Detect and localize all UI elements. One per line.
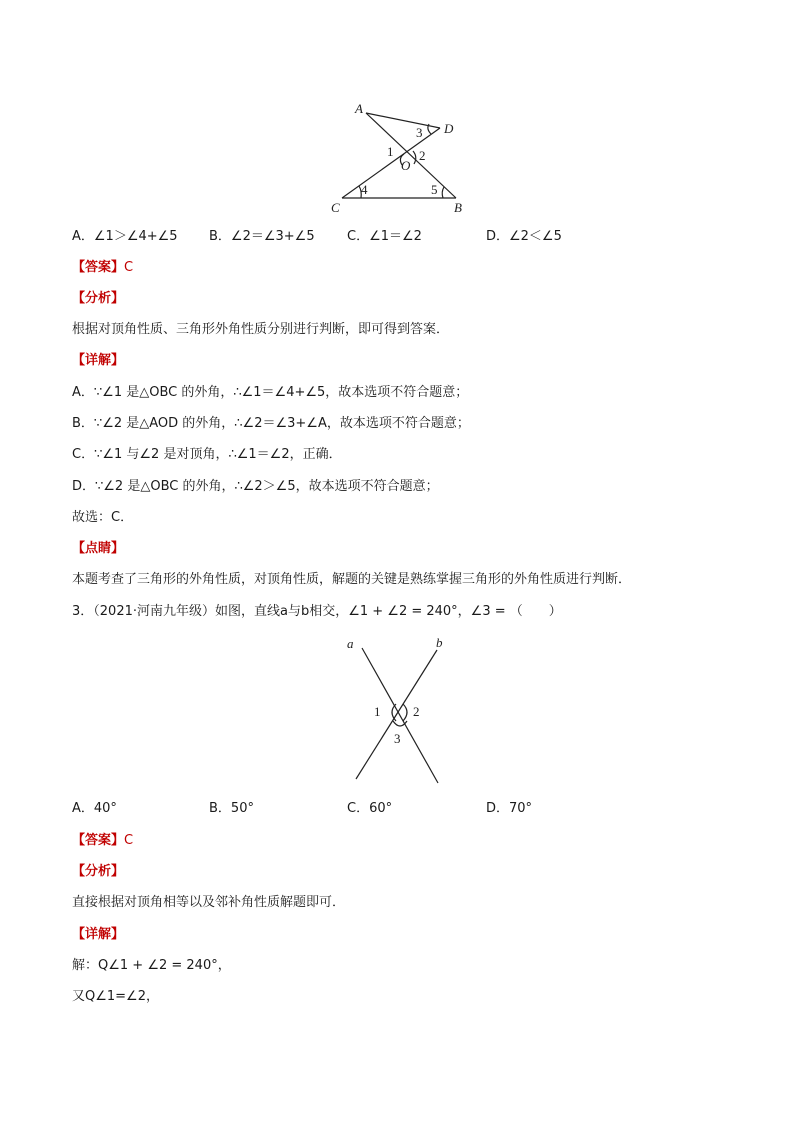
q2-analysis-tag: 【分析】 xyxy=(72,291,125,306)
q2-answer xyxy=(72,259,133,277)
q2-detail-tag: 【详解】 xyxy=(72,353,125,368)
label-C: C xyxy=(331,200,340,215)
answer-value: C xyxy=(124,260,134,275)
q3-stem: 3．（2021·河南九年级）如图，直线a与b相交，∠1 + ∠2 = 240°，∠3 = （ ） xyxy=(72,604,562,619)
q2-option-a: A．∠1＞∠4+∠5 xyxy=(72,229,178,244)
label-angle-2: 2 xyxy=(419,148,426,163)
q3-option-d: D．70° xyxy=(486,801,533,816)
q2-comment-tag: 【点睛】 xyxy=(72,541,125,556)
label-D: D xyxy=(444,121,454,136)
q2-detail-line: D．∵∠2 是△OBC 的外角，∴∠2＞∠5，故本选项不符合题意； xyxy=(72,479,439,494)
q2-choose-line: 故选：C． xyxy=(72,510,134,525)
answer-tag: 【答案】 xyxy=(72,833,125,848)
answer-value: C xyxy=(124,833,134,848)
label-line-a: a xyxy=(347,636,354,651)
geometry-figure-triangles xyxy=(330,96,480,218)
q3-answer xyxy=(72,832,133,850)
label-angle-4: 4 xyxy=(361,182,368,197)
label-angle-1: 1 xyxy=(374,704,381,719)
q2-analysis-text: 根据对顶角性质、三角形外角性质分别进行判断，即可得到答案． xyxy=(72,322,450,337)
q3-analysis-text: 直接根据对顶角相等以及邻补角性质解题即可． xyxy=(72,895,346,910)
label-line-b: b xyxy=(436,635,443,650)
label-B: B xyxy=(454,200,462,215)
q3-analysis-tag: 【分析】 xyxy=(72,864,125,879)
label-angle-3: 3 xyxy=(416,125,423,140)
geometry-figure-intersecting-lines xyxy=(340,632,455,784)
q2-option-d: D．∠2＜∠5 xyxy=(486,229,562,244)
label-A: A xyxy=(355,101,363,116)
q3-option-a: A．40° xyxy=(72,801,117,816)
q3-solution-line: 又Q∠1=∠2， xyxy=(72,989,159,1004)
q2-detail-line: C．∵∠1 与∠2 是对顶角，∴∠1＝∠2，正确． xyxy=(72,447,342,462)
angle-arc-5 xyxy=(442,187,444,198)
q3-option-b: B．50° xyxy=(209,801,254,816)
q3-detail-tag: 【详解】 xyxy=(72,927,125,942)
q2-detail-line: A．∵∠1 是△OBC 的外角，∴∠1＝∠4+∠5，故本选项不符合题意； xyxy=(72,385,469,400)
angle-arc-2 xyxy=(403,704,407,721)
segment-CD xyxy=(342,128,440,198)
label-angle-5: 5 xyxy=(431,182,438,197)
label-angle-2: 2 xyxy=(413,704,420,719)
answer-tag: 【答案】 xyxy=(72,260,125,275)
q3-option-c: C．60° xyxy=(347,801,393,816)
q2-detail-line: B．∵∠2 是△AOD 的外角，∴∠2＝∠3+∠A，故本选项不符合题意； xyxy=(72,416,470,431)
segment-AB xyxy=(366,113,456,198)
segment-AD xyxy=(366,113,440,128)
q2-option-c: C．∠1＝∠2 xyxy=(347,229,422,244)
q2-comment-text: 本题考查了三角形的外角性质，对顶角性质，解题的关键是熟练掌握三角形的外角性质进行判断． xyxy=(72,572,632,587)
q2-option-b: B．∠2＝∠3+∠5 xyxy=(209,229,315,244)
label-angle-3: 3 xyxy=(394,731,401,746)
q3-solution-line: 解：Q∠1 + ∠2 = 240°， xyxy=(72,958,231,973)
label-angle-1: 1 xyxy=(387,144,394,159)
label-O: O xyxy=(401,158,411,173)
